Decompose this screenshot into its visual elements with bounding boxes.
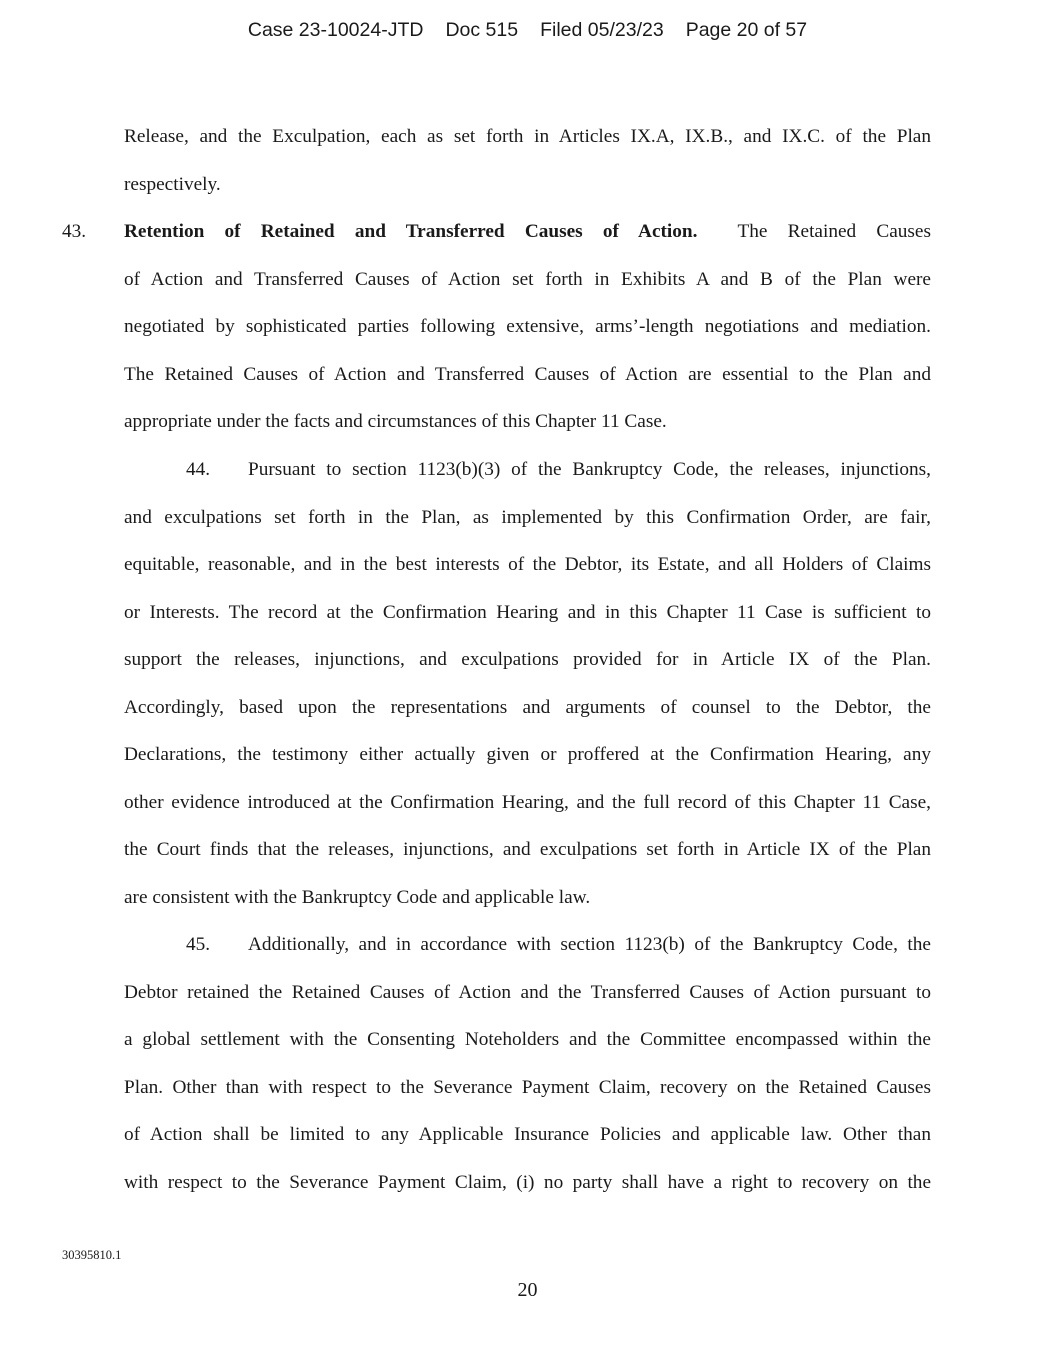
body-line: other evidence introduced at the Confirmation Hearing, and the full record of this Chapter 11 Case, bbox=[124, 792, 931, 813]
body-line: Declarations, the testimony either actually given or proffered at the Confirmation Hearing, any bbox=[124, 744, 931, 765]
body-line-segment: The Retained Causes bbox=[737, 221, 931, 242]
filed-date: Filed 05/23/23 bbox=[540, 19, 664, 41]
body-line: of Action and Transferred Causes of Action set forth in Exhibits A and B of the Plan were bbox=[124, 269, 931, 290]
body-line: Accordingly, based upon the representations and arguments of counsel to the Debtor, the bbox=[124, 697, 931, 718]
page-indicator: Page 20 of 57 bbox=[685, 19, 808, 41]
page-number: 20 bbox=[517, 1279, 538, 1301]
body-line: with respect to the Severance Payment Claim, (i) no party shall have a right to recovery on the bbox=[124, 1172, 931, 1193]
body-line: a global settlement with the Consenting Noteholders and the Committee encompassed within the bbox=[124, 1029, 931, 1050]
body-line: appropriate under the facts and circumstances of this Chapter 11 Case. bbox=[124, 411, 667, 432]
body-line: respectively. bbox=[124, 174, 221, 195]
body-line: and exculpations set forth in the Plan, as implemented by this Confirmation Order, are fair, bbox=[124, 507, 931, 528]
paragraph-heading: Retention of Retained and Transferred Causes of Action. bbox=[124, 221, 698, 242]
body-line: Plan. Other than with respect to the Severance Payment Claim, recovery on the Retained Causes bbox=[124, 1077, 931, 1098]
body-line: are consistent with the Bankruptcy Code and applicable law. bbox=[124, 887, 591, 908]
document-id: 30395810.1 bbox=[62, 1248, 122, 1262]
body-line: Debtor retained the Retained Causes of Action and the Transferred Causes of Action pursuant to bbox=[124, 982, 931, 1003]
body-line: equitable, reasonable, and in the best interests of the Debtor, its Estate, and all Holders of Claims bbox=[124, 554, 931, 575]
case-number: Case 23-10024-JTD bbox=[247, 19, 424, 41]
doc-number: Doc 515 bbox=[445, 19, 519, 41]
paragraph-number: 44. bbox=[186, 459, 211, 480]
body-line: Additionally, and in accordance with section 1123(b) of the Bankruptcy Code, the bbox=[248, 934, 931, 955]
body-line: Release, and the Exculpation, each as set forth in Articles IX.A, IX.B., and IX.C. of the Plan bbox=[124, 126, 931, 147]
body-line: The Retained Causes of Action and Transferred Causes of Action are essential to the Plan and bbox=[124, 364, 931, 385]
body-line: negotiated by sophisticated parties following extensive, arms’-length negotiations and mediation. bbox=[124, 316, 931, 337]
paragraph-43-first-line bbox=[62, 220, 931, 244]
body-line: support the releases, injunctions, and exculpations provided for in Article IX of the Plan. bbox=[124, 649, 931, 670]
body-line: of Action shall be limited to any Applicable Insurance Policies and applicable law. Other than bbox=[124, 1124, 931, 1145]
paragraph-number: 43. bbox=[62, 221, 87, 242]
body-line: Pursuant to section 1123(b)(3) of the Bankruptcy Code, the releases, injunctions, bbox=[248, 459, 931, 480]
case-header bbox=[0, 19, 1055, 42]
body-line: the Court finds that the releases, injunctions, and exculpations set forth in Article IX of the Plan bbox=[124, 839, 931, 860]
paragraph-number: 45. bbox=[186, 934, 211, 955]
body-line: or Interests. The record at the Confirmation Hearing and in this Chapter 11 Case is sufficient to bbox=[124, 602, 931, 623]
